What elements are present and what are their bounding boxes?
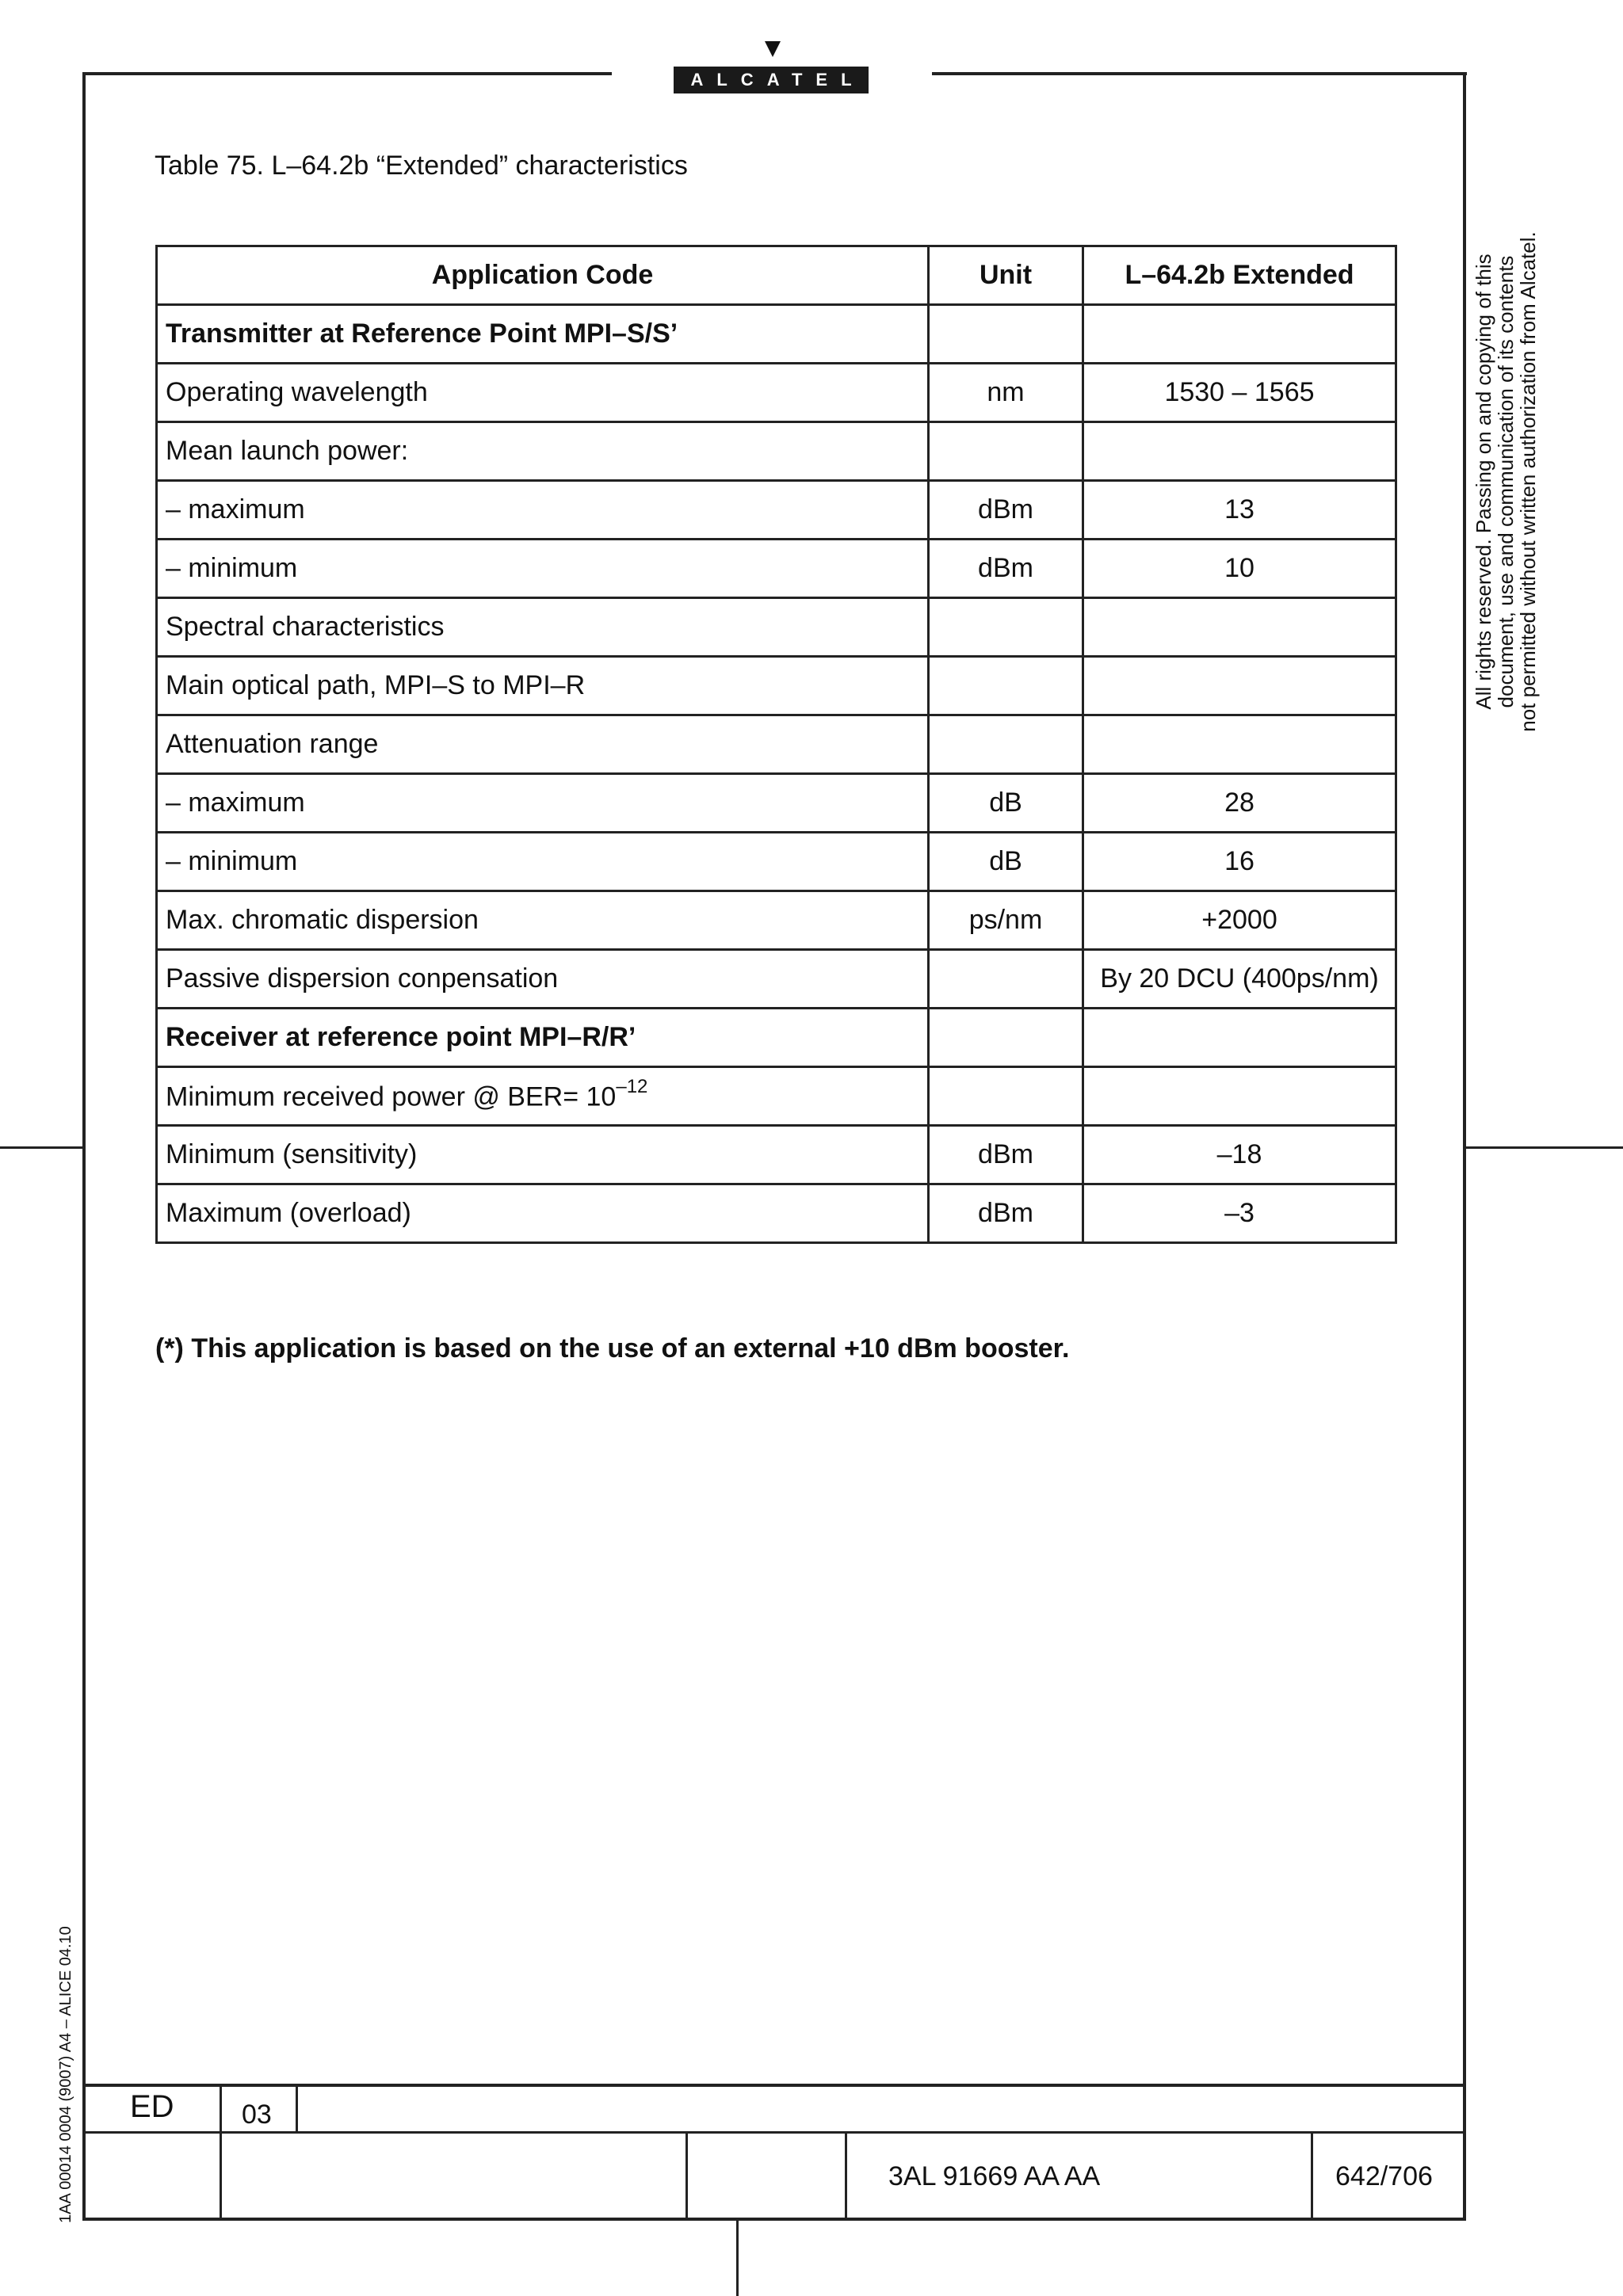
value-cell: 16: [1083, 833, 1396, 891]
unit-cell: [929, 715, 1083, 774]
parameter-text: Attenuation range: [166, 729, 379, 759]
unit-cell: dBm: [929, 1126, 1083, 1184]
value-cell: 28: [1083, 774, 1396, 833]
frame-left-line: [82, 72, 86, 2221]
footer-divider: [220, 2084, 222, 2221]
parameter-text: – maximum: [166, 494, 305, 524]
unit-cell: nm: [929, 364, 1083, 422]
parameter-text: Passive dispersion conpensation: [166, 963, 559, 994]
parameter-text: Max. chromatic dispersion: [166, 905, 479, 935]
parameter-cell: [157, 598, 929, 657]
alcatel-logo: ALCATEL: [674, 67, 869, 93]
footer-middle-line: [84, 2131, 1466, 2134]
edition-label: ED: [130, 2089, 174, 2124]
table-row: [157, 891, 1396, 950]
copyright-line: not permitted without written authorization from Alcatel.: [1516, 231, 1540, 732]
parameter-text: Spectral characteristics: [166, 612, 445, 642]
footer-divider: [685, 2131, 688, 2221]
header-application-code: Application Code: [157, 246, 929, 305]
table-row: [157, 422, 1396, 481]
footnote: (*) This application is based on the use of an external +10 dBm booster.: [155, 1333, 1070, 1363]
footer-top-line: [84, 2084, 1466, 2087]
table-row: [157, 950, 1396, 1009]
table-row: [157, 481, 1396, 540]
parameter-cell: [157, 305, 929, 364]
parameter-cell: [157, 540, 929, 598]
unit-cell: [929, 1009, 1083, 1067]
parameter-text: – minimum: [166, 553, 298, 583]
unit-cell: [929, 1067, 1083, 1126]
table-header-row: [157, 246, 1396, 305]
parameter-cell: [157, 1126, 929, 1184]
unit-cell: [929, 950, 1083, 1009]
value-cell: [1083, 598, 1396, 657]
table-row: [157, 657, 1396, 715]
parameter-cell: [157, 950, 929, 1009]
value-cell: [1083, 1067, 1396, 1126]
parameter-text: Operating wavelength: [166, 377, 428, 407]
parameter-text: Main optical path, MPI–S to MPI–R: [166, 670, 586, 700]
table-row: [157, 540, 1396, 598]
unit-cell: dB: [929, 774, 1083, 833]
parameter-text: – maximum: [166, 788, 305, 818]
frame-top-left-line: [84, 72, 612, 75]
value-cell: +2000: [1083, 891, 1396, 950]
copyright-line: All rights reserved. Passing on and copying of this: [1472, 254, 1495, 710]
form-code: 1AA 00014 0004 (9007) A4 – ALICE 04.10: [57, 1926, 74, 2223]
footer-divider: [296, 2084, 298, 2133]
parameter-cell: [157, 774, 929, 833]
value-cell: By 20 DCU (400ps/nm): [1083, 950, 1396, 1009]
table-row: [157, 1009, 1396, 1067]
value-cell: 1530 – 1565: [1083, 364, 1396, 422]
value-cell: 10: [1083, 540, 1396, 598]
value-cell: [1083, 305, 1396, 364]
unit-cell: ps/nm: [929, 891, 1083, 950]
unit-cell: dBm: [929, 481, 1083, 540]
unit-cell: dBm: [929, 540, 1083, 598]
value-cell: –3: [1083, 1184, 1396, 1243]
fold-mark-bottom: [736, 2221, 739, 2296]
table-row: [157, 1184, 1396, 1243]
value-cell: [1083, 715, 1396, 774]
frame-bottom-line: [82, 2218, 1466, 2221]
value-cell: [1083, 1009, 1396, 1067]
unit-cell: dBm: [929, 1184, 1083, 1243]
value-cell: [1083, 422, 1396, 481]
copyright-line: document, use and communication of its contents: [1494, 255, 1518, 708]
table-row: [157, 1126, 1396, 1184]
parameter-cell: [157, 1184, 929, 1243]
parameter-cell: [157, 364, 929, 422]
parameter-cell: [157, 481, 929, 540]
frame-top-right-line: [932, 72, 1467, 75]
parameter-cell: [157, 1067, 929, 1126]
parameter-text: Transmitter at Reference Point MPI–S/S’: [166, 318, 678, 349]
parameter-text: Mean launch power:: [166, 436, 409, 466]
logo-arrow-icon: [765, 41, 781, 57]
exponent-text: –12: [616, 1076, 648, 1098]
parameter-cell: [157, 833, 929, 891]
header-value: L–64.2b Extended: [1083, 246, 1396, 305]
table-row: [157, 598, 1396, 657]
parameter-text: Minimum (sensitivity): [166, 1139, 418, 1169]
table-caption: Table 75. L–64.2b “Extended” characteristics: [155, 151, 688, 181]
table-row: [157, 364, 1396, 422]
table-row: [157, 833, 1396, 891]
unit-cell: [929, 422, 1083, 481]
parameter-text: – minimum: [166, 846, 298, 876]
parameter-cell: [157, 657, 929, 715]
unit-cell: [929, 305, 1083, 364]
parameter-cell: [157, 1009, 929, 1067]
footer-divider: [845, 2131, 847, 2221]
header-unit: Unit: [929, 246, 1083, 305]
unit-cell: [929, 598, 1083, 657]
value-cell: 13: [1083, 481, 1396, 540]
value-cell: –18: [1083, 1126, 1396, 1184]
unit-cell: dB: [929, 833, 1083, 891]
parameter-text: Receiver at reference point MPI–R/R’: [166, 1022, 636, 1052]
copyright-notice: [1472, 157, 1560, 807]
value-cell: [1083, 657, 1396, 715]
parameter-cell: [157, 891, 929, 950]
fold-mark-left: [0, 1146, 82, 1149]
fold-mark-right: [1466, 1146, 1623, 1149]
parameter-cell: [157, 715, 929, 774]
table-row: [157, 715, 1396, 774]
table-row: [157, 1067, 1396, 1126]
table-body: [157, 305, 1396, 1243]
parameter-cell: [157, 422, 929, 481]
document-code: 3AL 91669 AA AA: [888, 2161, 1101, 2191]
table-row: [157, 305, 1396, 364]
table-row: [157, 774, 1396, 833]
characteristics-table: [155, 245, 1397, 1244]
edition-value: 03: [242, 2100, 272, 2130]
footer-divider: [1311, 2131, 1313, 2221]
unit-cell: [929, 657, 1083, 715]
parameter-text: Maximum (overload): [166, 1198, 411, 1228]
page-number: 642/706: [1335, 2161, 1433, 2191]
parameter-text: Minimum received power @ BER= 10: [166, 1081, 617, 1112]
